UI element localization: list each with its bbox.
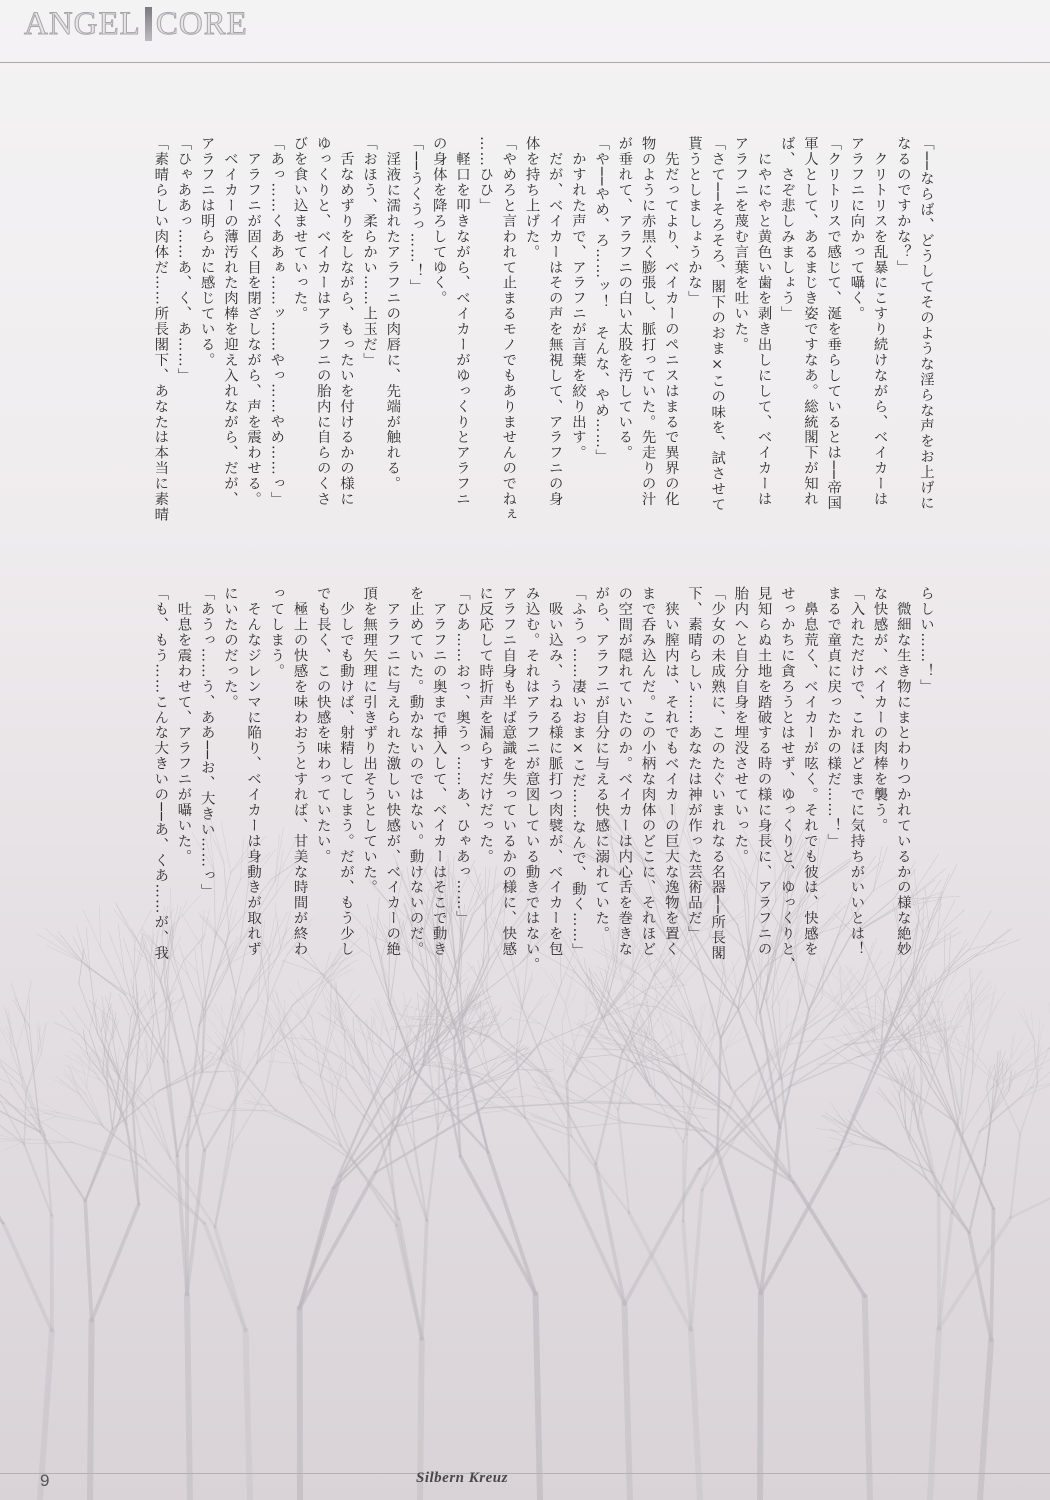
text-column: にやにやと黄色い歯を剥き出しにして、ベイカーは — [755, 136, 772, 507]
footer-brand-logo: Silbern Kreuz — [416, 1470, 508, 1486]
text-column: びを食い込ませていった。 — [291, 136, 308, 322]
text-column: 体を持ち上げた。 — [523, 136, 540, 260]
text-column: 「も、もう……こんな大きいの──あ、くあ……が、我 — [152, 586, 169, 961]
page-number: 9 — [40, 1471, 50, 1490]
logo-divider-bar — [145, 7, 152, 41]
text-block-top — [148, 136, 937, 556]
text-column: クリトリスを乱暴にこすり続けながら、ベイカーは — [871, 136, 888, 507]
text-column: に反応して時折声を漏らすだけだった。 — [477, 586, 494, 865]
text-column: 少しでも動けば、射精してしまう。だが、もう少し — [337, 586, 354, 957]
text-column: 下、素晴らしい……あなたは神が作った芸術品だ」 — [685, 586, 702, 942]
text-column: 「クリトリスで感じて、涎を垂らしているとは──帝国 — [825, 136, 842, 511]
text-column: らしい……！」 — [918, 586, 934, 695]
text-column: 極上の快感を味わおうとすれば、甘美な時間が終わ — [291, 586, 308, 957]
text-column: ば、さぞ悲しみましょう」 — [778, 136, 795, 322]
text-column: アラフニを蔑む言葉を吐いた。 — [732, 136, 749, 353]
text-column: 「ひあ……おっ、奥うっ……あ、ひゃあっ……」 — [453, 586, 470, 926]
text-column: 「──うくうっ……！」 — [407, 136, 424, 295]
logo-text-right: CORE — [155, 5, 248, 42]
text-column: ベイカーの薄汚れた肉棒を迎え入れながら、だが、 — [221, 136, 238, 507]
text-column: だが、ベイカーはその声を無視して、アラフニの身 — [546, 136, 563, 507]
text-column: がら、アラフニが自分に与える快感に溺れていた。 — [593, 586, 610, 942]
text-column: にいたのだった。 — [221, 586, 238, 710]
text-column: まで呑み込んだ。この小柄な肉体のどこに、それほど — [639, 586, 656, 957]
text-column: 物のように赤黒く膨張し、脈打っていた。先走りの汁 — [639, 136, 656, 507]
text-column: ゆっくりと、ベイカーはアラフニの胎内に自らのくさ — [314, 136, 331, 507]
text-column: 「ひゃああっ……あ、く、あ……」 — [175, 136, 192, 384]
text-column: アラフニは明らかに感じている。 — [198, 136, 215, 368]
text-column: 「あっ……くああぁ……ッ……やっ……やめ……っ」 — [268, 136, 285, 507]
text-column: 淫液に濡れたアラフニの肉唇に、先端が触れる。 — [384, 136, 401, 492]
text-column: アラフニに向かって囁く。 — [848, 136, 865, 322]
text-column: み込む。それはアラフニが意図している動きではない。 — [523, 586, 540, 973]
text-column: 軍人として、あるまじき姿ですなあ。総統閣下が知れ — [801, 136, 818, 507]
text-column: 吸い込み、うねる様に脈打つ肉襞が、ベイカーを包 — [546, 586, 563, 957]
text-column: 「ふうっ……凄いおま×こだ……なんで、動く……」 — [569, 586, 586, 959]
text-column: な快感が、ベイカーの肉棒を襲う。 — [871, 586, 888, 834]
text-column: の身体を降ろしてゆく。 — [430, 136, 447, 306]
text-column: ……ひひ」 — [477, 136, 494, 214]
text-column: 鼻息荒く、ベイカーが呟く。それでも彼は、快感を — [801, 586, 818, 957]
text-block-bottom — [148, 586, 937, 1006]
text-column: 「──ならば、どうしてそのような淫らな声をお上げに — [918, 136, 934, 511]
text-column: ってしまう。 — [268, 586, 285, 679]
text-column: 軽口を叩きながら、ベイカーがゆっくりとアラフニ — [453, 136, 470, 507]
text-column: 微細な生き物にまとわりつかれているかの様な絶妙 — [894, 586, 911, 957]
footer-rule — [0, 1473, 1050, 1474]
text-column: 吐息を震わせて、アラフニが囁いた。 — [175, 586, 192, 865]
text-column: 「素晴らしい肉体だ……所長閣下、あなたは本当に素晴 — [152, 136, 169, 523]
text-column: アラフニが固く目を閉ざしながら、声を震わせる。 — [245, 136, 262, 507]
text-column: 狭い膣内は、それでもベイカーの巨大な逸物を置く — [662, 586, 679, 957]
text-column: 見知らぬ土地を踏破する時の様に身長に、アラフニの — [755, 586, 772, 957]
text-column: 「やめろと言われて止まるモノでもありませんのでねぇ — [500, 136, 517, 523]
text-column: 「さて──そろそろ、閣下のおま×この味を、試させて — [709, 136, 726, 513]
text-column: なるのですかな？」 — [894, 136, 911, 276]
text-column: アラフニ自身も半ば意識を失っているかの様に、快感 — [500, 586, 517, 957]
angel-core-logo — [24, 4, 248, 44]
text-column: 「少女の未成熟に、このたぐいまれなる名器──所長閣 — [709, 586, 726, 961]
text-column: を止めていた。動かないのではない。動けないのだ。 — [407, 586, 424, 957]
text-column: せっかちに貪ろうとはせず、ゆっくりと、ゆっくりと、 — [778, 586, 795, 973]
text-column: 「入れただけで、これほどまでに気持ちがいいとは！ — [848, 586, 865, 957]
text-column: そんなジレンマに陥り、ベイカーは身動きが取れず — [245, 586, 262, 957]
text-column: アラフニに与えられた激しい快感が、ベイカーの絶 — [384, 586, 401, 957]
text-column: でも長く、この快感を味わっていたい。 — [314, 586, 331, 865]
text-column: の空間が隠れていたのか。ベイカーは内心舌を巻きな — [616, 586, 633, 957]
text-column: まるで童貞に戻ったかの様だ……！」 — [825, 586, 842, 849]
text-column: 貰うとしましょうかな」 — [685, 136, 702, 306]
text-column: アラフニの奥まで挿入して、ベイカーはそこで動き — [430, 586, 447, 957]
text-column: かすれた声で、アラフニが言葉を絞り出す。 — [569, 136, 586, 461]
text-column: 先だってより、ベイカーのペニスはまるで異界の化 — [662, 136, 679, 507]
text-column: 頂を無理矢理に引きずり出そうとしていた。 — [361, 586, 378, 895]
text-column: 「あうっ……う、ああ──お、大きい……っ」 — [198, 586, 215, 899]
text-column: が垂れて、アラフニの白い太股を汚している。 — [616, 136, 633, 461]
text-column: 「や──やめ、ろ……ッ！ そんな、やめ……」 — [593, 136, 610, 465]
header-rule — [0, 62, 1050, 63]
text-column: 「おほう、柔らかい……上玉だ」 — [361, 136, 378, 368]
logo-text-left: ANGEL — [24, 5, 141, 42]
text-column: 胎内へと自分自身を埋没させていった。 — [732, 586, 749, 865]
text-column: 舌なめずりをしながら、もったいを付けるかの様に — [337, 136, 354, 507]
